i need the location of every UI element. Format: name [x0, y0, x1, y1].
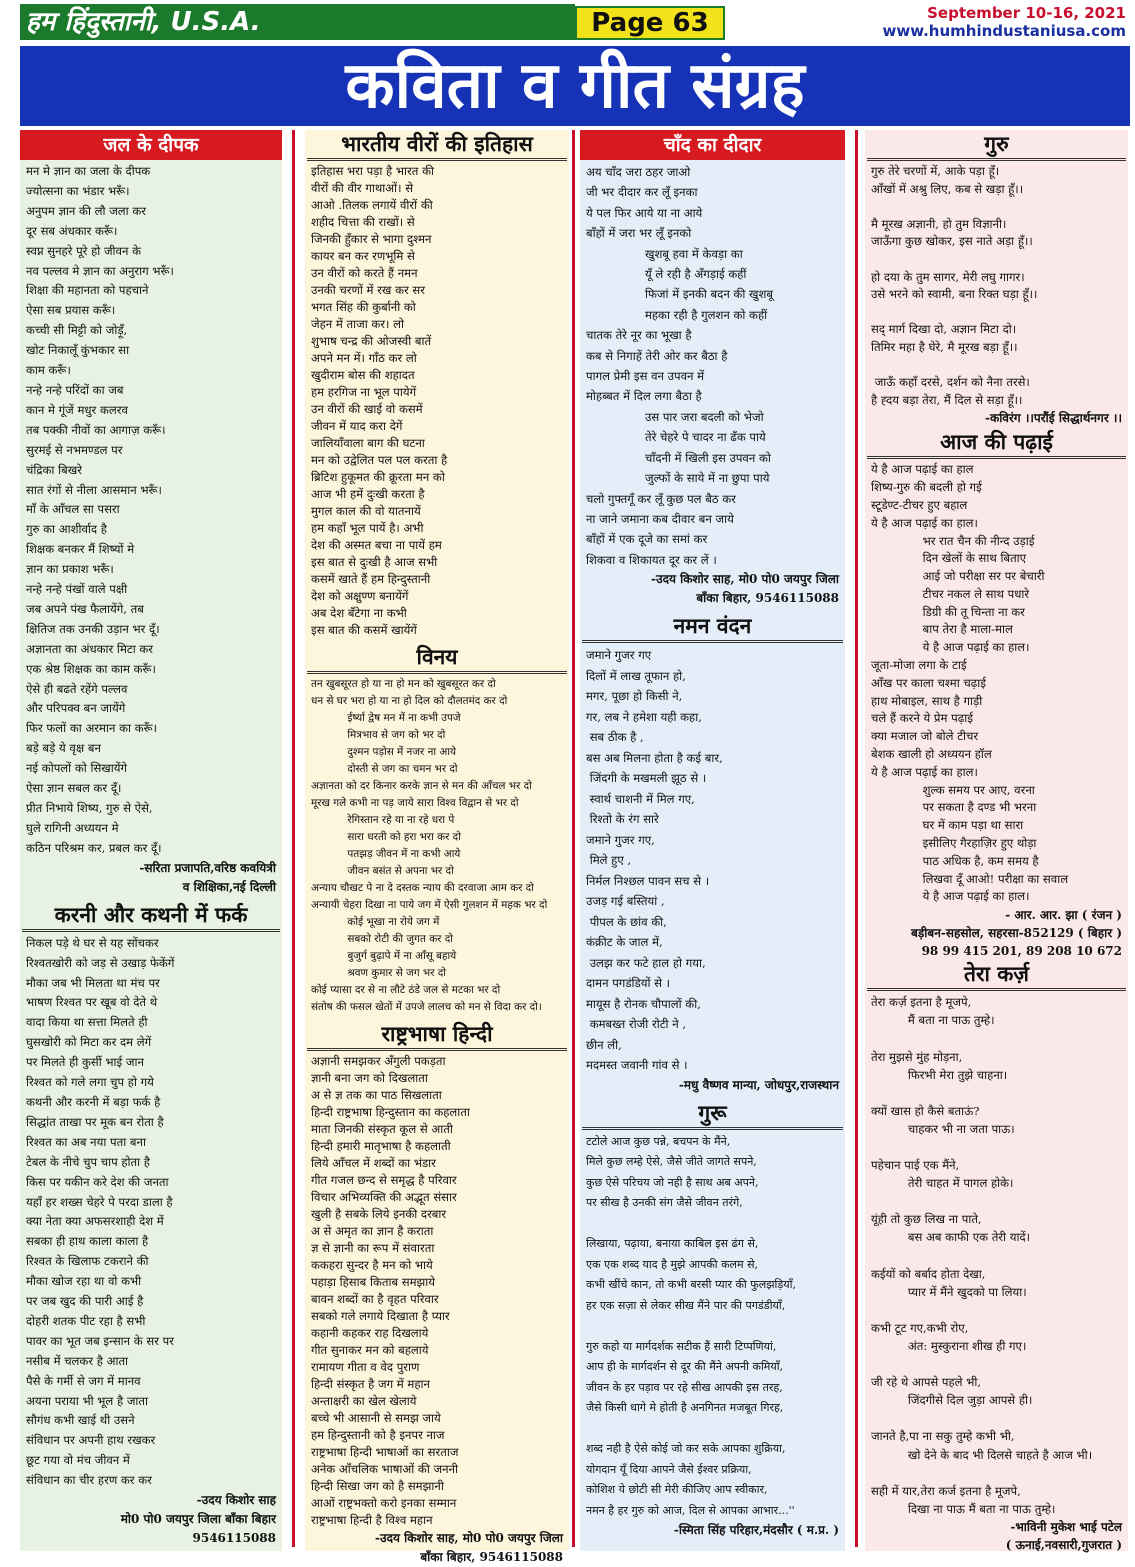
poem-author: -उदय किशोर साह, मो0 पो0 जयपुर जिला बाँका बिहार, 9546115088: [651, 572, 839, 606]
poem-text: जमाने गुजर गए दिलों में लाख तूफान हो, मगर, पूछा हो किसी ने, गर, लब ने हमेशा यही कहा, सब ठीक है , बस अब मिलना होता है कई बार, जिंदगी के मखमली झूठ से । स्वार्थ चाशनी में मिल गए, रिश्तो के रंग सारे जमाने गुजर गए, मिले हुए , निर्मल निश्छल पावन सच से । उजड़ गई बस्तियां , पीपल के छांव की, कंक्रीट के जाल में, उलझ कर फटे हाल हो गया, दामन पगडंडियों से । मायूस है रोनक चौपालों की, कमबख्त रोजी रोटी ने , छीन ली, मदमस्त जवानी गांव से ।: [586, 648, 723, 1073]
poem-title: विनय: [307, 643, 567, 674]
column-1: [20, 130, 282, 1551]
poem-title: तेरा कर्ज़: [867, 960, 1126, 991]
brand-name: हम हिंदुस्तानी, U.S.A.: [20, 4, 575, 40]
poem-text: मन मे ज्ञान का जला के दीपक ज्योत्सना का भंडार भरूँ। अनुपम ज्ञान की लौ जला कर दूर सब अंधकार करूँ। स्वप्न सुनहरे पूरे हो जीवन के नव पल्लव मे ज्ञान का अनुराग भरूँ। शिक्षा की महानता को पहचाने ऐसा सब प्रयास करूँ। कच्ची सी मिट्टी को जोड़ूँ, खोट निकालूँ कुंभकार सा काम करूँ। नन्हे नन्हे परिंदों का जब कान मे गूंजें मधुर कलरव तब पक्की नीवों का आगाज़ करूँ। सुरमई से नभमण्डल पर चंद्रिका बिखरे सात रंगों से नीला आसमान भरूँ। माँ के आँचल सा पसरा गुरु का आशीर्वाद है शिक्षक बनकर मैं शिष्यों मे ज्ञान का प्रकाश भरूँ। नन्हे नन्हे पंखों वाले पक्षी जब अपने पंख फैलायेंगे, तब क्षितिज तक उनकी उड़ान भर दूँ। अज्ञानता का अंधकार मिटा कर एक श्रेष्ठ शिक्षक का काम करूँ। ऐसे ही बढते रहेंगे पल्लव और परिपक्व बन जायेंगे फिर फलों का अरमान का करूँ। बड़े बड़े ये वृक्ष बन नई कोपलों को सिखायेंगे ऐसा ज्ञान सबल कर दूँ। प्रीत निभाये शिष्य, गुरु से ऐसे, घुले रागिनी अध्ययन मे कठिन परिश्रम कर, प्रबल कर दूँ।: [26, 164, 174, 855]
column-2: [305, 130, 569, 1564]
poem-text: अय चाँद जरा ठहर जाओ जी भर दीदार कर लूँ इनका ये पल फिर आये या ना आये बाँहों में जरा भर लूँ इनको खुशबू हवा में केवड़ा का यूँ ले रही है अँगड़ाई कहीं फिजां में इनकी बदन की खुशबू महका रही है गुलशन को कहीं चातक तेरे नूर का भूखा है कब से निगाहें तेरी ओर कर बैठा है पागल प्रेमी इस वन उपवन में मोहब्बत में दिल लगा बैठा है उस पार जरा बदली को भेजो तेरे चेहरे पे चादर ना ढँक पाये चाँदनी में खिली इस उपवन को जुल्फों के साये में ना छुपा पाये चलो गुफ्तगूँ कर लूँ कुछ पल बैठ कर ना जाने जमाना कब दीवार बन जाये बाँहों में एक दूजे का समां कर शिकवा व शिकायत दूर कर लें ।: [586, 165, 774, 567]
poem-title: राष्ट्रभाषा हिन्दी: [307, 1020, 567, 1051]
poem-title: भारतीय वीरों की इतिहास: [307, 130, 567, 161]
poem-author: -स्मिता सिंह परिहार,मंदसौर ( म.प्र. ): [673, 1523, 839, 1538]
poem-author: -कविरंग ।।परौंई सिद्धार्थनगर ।।: [985, 411, 1122, 426]
poem-title: जल के दीपक: [20, 130, 282, 160]
poem-text: ये है आज पढ़ाई का हाल शिष्य-गुरु की बदली हो गई स्टूडेण्ट-टीचर हुए बहाल ये है आज पढ़ाई का हाल। भर रात चैन की नीन्द उड़ाई दिन खेलों के साथ बिताए आई जो परीक्षा सर पर बेचारी टीचर नकल ले साथ पधारे डिग्री की तू चिन्ता ना कर बाप तेरा है माला-माल ये है आज पढ़ाई का हाल। जूता-मोजा लगा के टाई आँख पर काला चश्मा चढ़ाई हाथ मोबाइल, साथ है गाड़ी चले हैं करने ये प्रेम पढ़ाई क्या मजाल जो बोले टीचर बेशक खाली हो अध्ययन हॉल ये है आज पढ़ाई का हाल। शुल्क समय पर आए, वरना पर सकता है दण्ड भी भरना घर में काम पड़ा था सारा इसीलिए गैरहाज़िर हुए थोड़ा पाठ अधिक है, कम समय है लिखवा दूँ आओ! परीक्षा का सवाल ये है आज पढ़ाई का हाल।: [871, 462, 1069, 904]
poem-text: टटोले आज कुछ पन्ने, बचपन के मैंने, मिले कुछ लम्हे ऐसे, जैसे जीते जागते सपने, कुछ ऐसे परिचय जो नही है साथ अब अपने, पर सीख है उनकी संग जैसे जीवन तरंगे, लिखाया, पढ़ाया, बनाया काबिल इस ढंग से, एक एक शब्द याद है मुझे आपकी कलम से, कभी खींचे कान, तो कभी बरसी प्यार की फुलझड़ियाँ, हर एक सज़ा से लेकर सीख मैंने पार की पगडंडीयाँ, गुरु कहो या मार्गदर्शक सटीक हैं सारी टिप्पणियां, आप ही के मार्गदर्शन से दूर की मैंने अपनी कमियाँ, जीवन के हर पड़ाव पर रहे सीख आपकी इस तरह, जैसे किसी धागे मे होती है अनगिनत मजबूत गिरह, शब्द नही है ऐसे कोई जो कर सके आपका शुक्रिया, योगदान यूँ दिया आपने जैसे ईश्वर प्रक्रिया, कोशिश ये छोटी सी मेरी कीजिए आप स्वीकार, नमन है हर गुरु को आज, दिल से आपका आभार...'': [586, 1134, 796, 1517]
website-url[interactable]: www.humhindustaniusa.com: [882, 22, 1126, 40]
column-divider: [855, 130, 858, 1547]
poem-text: तेरा कर्ज़ इतना है मूजपे, मैं बता ना पाऊ तुम्हे। तेरा मुझसे मुंह मोड़ना, फिरभी मेरा तुझे चाहना। क्यों खास हो कैसे बताऊं? चाहकर भी ना जता पाऊ। पहेचान पाई एक मैंने, तेरी चाहत में पागल होके। यूंही तो कुछ लिख ना पाते, बस अब काफी एक तेरी यादें। कईयों को बर्बाद होता देखा, प्यार में मैंने खुदको पा लिया। कभी टूट गए,कभी रोए, अंत: मुस्कुराना शीख ही गए। जी रहे थे आपसे पहले भी, जिंदगीसे दिल जुड़ा आपसे ही। जानते है,पा ना सकु तुम्हे कभी भी, खो देने के बाद भी दिलसे चाहते है आज भी। सही में यार,तेरा कर्ज इतना है मूजपे, दिखा ना पाऊ मैं बता ना पाऊ तुम्हे।: [871, 995, 1093, 1516]
poem-author: - आर. आर. झा ( रंजन ) बड़ीबन-सहसोल, सहरसा-852129 ( बिहार ) 98 99 415 201, 89 208 10 672: [911, 908, 1122, 959]
poem-text: अज्ञानी समझकर अँगुली पकड़ता ज्ञानी बना जग को दिखलाता अ से ज्ञ तक का पाठ सिखलाता हिन्दी राष्ट्रभाषा हिन्दुस्तान का कहलाता माता जिनकी संस्कृत कूल से आती हिन्दी हमारी मातृभाषा है कहलाती लिये आँचल में शब्दों का भंडार गीत गजल छन्द से समृद्ध है परिवार विचार अभिव्यक्ति की अद्भूत संसार खुली है सबके लिये इनकी दरबार अ से अमृत का ज्ञान है कराता ज्ञ से ज्ञानी का रूप में संवारता ककहरा सुन्दर है मन को भाये पहाड़ा हिसाब किताब समझाये बावन शब्दों का है वृहत परिवार सबको गले लगाये दिखाता है प्यार कहानी कहकर राह दिखलाये गीत सुनाकर मन को बहलाये रामायण गीता व वेद पुराण हिन्दी संस्कृत है जग में महान अन्ताक्षरी का खेल खेलाये बच्चे भी आसानी से समझ जाये हम हिन्दुस्तानी को है इनपर नाज राष्ट्रभाषा हिन्दी भाषाओं का सरताज अनेक आँचलिक भाषाओं की जननी हिन्दी सिखा जग को है समझानी आओं राष्ट्रभक्तो करो इनका सम्मान राष्ट्रभाषा हिन्दी है विश्व महान: [311, 1054, 470, 1527]
column-divider: [572, 130, 575, 1547]
masthead: [20, 4, 1130, 42]
poem-title: नमन वंदन: [582, 612, 843, 643]
poem-title: गुरू: [582, 1099, 843, 1130]
issue-date-block: [882, 4, 1126, 40]
poem-author: -भाविनी मुकेश भाई पटेल ( ऊनाई,नवसारी,गुजरात ): [1005, 1519, 1122, 1552]
issue-date: September 10-16, 2021: [927, 4, 1126, 22]
poem-author: -मधु वैष्णव मान्या, जोधपुर,राजस्थान: [678, 1077, 839, 1092]
poem-text: निकल पड़े थे घर से यह सोंचकर रिश्वतखोरी को जड़ से उखाड़ फेकेंगें मौका जब भी मिलता था मंच पर भाषण रिश्वत पर खूब वो देते थे वादा किया था सत्ता मिलते ही घुसखोरी को मिटा कर दम लेगें पर मिलते ही कुर्सी भाई जान रिश्वत को गले लगा चुप हो गये कथनी और करनी में बड़ा फर्क है सिद्धांत ताखा पर मूक बन रोता है रिश्वत का अब नया पता बना टेबल के नीचे चुप चाप होता है किस पर यकीन करे देश की जनता यहाँ हर शख्स चेहरे पे परदा डाला है क्या नेता क्या अफसरशाही देश में सबका ही हाथ काला काला है रिश्वत के खिलाफ टकराने की मौका खोज रहा था वो कभी पर जब खुद की पारी आई है दोहरी शतक पीट रहा है सभी पावर का भूत जब इन्सान के सर पर नसीब में चलकर है आता पैसे के गर्मी से जग में मानव अयना पराया भी भूल है जाता सौगंध कभी खाई थी उसने संविधान पर अपनी हाथ रखकर छूट गया वो मंच जीवन में संविधान का चीर हरण कर कर: [26, 935, 175, 1488]
poem-author: -उदय किशोर साह, मो0 पो0 जयपुर जिला बाँका बिहार, 9546115088: [375, 1531, 563, 1564]
poem-text: तन खुबसूरत हो या ना हो मन को खुबसूरत कर दो धन से घर भरा हो या ना हो दिल को दौलतमंद कर दो ईर्ष्या द्वेष मन में ना कभी उपजे मित्रभाव से जग को भर दो दुश्मन पड़ोस में नजर ना आये दोस्ती से जग का चमन भर दो अज्ञानता को दर किनार करके ज्ञान से मन की आँचल भर दो मूरख गले कभी ना पड़ जाये सारा विश्व विद्वान से भर दो रेगिस्तान रहे या ना रहे धरा पे सारा धरती को हरा भरा कर दो पतझड़ जीवन में ना कभी आये जीवन बसंत से अपना भर दो अन्याय चौखट पे ना दे दस्तक न्याय की दरवाजा आम कर दो अन्यायी चेहरा दिखा ना पाये जग में ऐसी गुलशन में महक भर दो कोई भूखा ना रोये जग में सबको रोटी की जुगत कर दो बुजुर्ग बुढ़ापे में ना आँसू बहाये श्रवण कुमार से जग भर दो कोई प्यासा दर से ना लौटे ठंडे जल से मटका भर दो संतोष की फसल खेतों में उपजे लालच को मन से विदा कर दो।: [311, 678, 548, 1013]
column-divider: [292, 130, 295, 1547]
poem-title: चाँद का दीदार: [580, 130, 845, 160]
poem-text: इतिहास भरा पड़ा है भारत की वीरों की वीर गाथाओं। से आओ .तिलक लगायें वीरों की शहीद चित्ता की राखों। से जिनकी हुँकार से भागा दुश्मन कायर बन कर रणभूमि से उन वीरों को करते हैं नमन उनकी चरणों में रख कर सर भगत सिंह की कुर्बानी को जेहन में ताजा कर। लो शुभाष चन्द्र की ओजस्वी बातें अपने मन में। गाँठ कर लो खुदीराम बोस की शहादत हम हरगिज ना भूल पायेगें उन वीरों की खाई वो कसमें जीवन में याद करा देगें जालियाँवाला बाग की घटना मन को उद्वेलित पल पल करता है ब्रिटिश हुकूमत की क्रूरता मन को आज भी हमें दुःखी करता है मुगल काल की वो यातनायें हम कहाँ भूल पायें है। अभी देश की अस्मत बचा ना पायें हम इस बात से दुःखी है आज सभी कसमें खाते हैं हम हिन्दुस्तानी देश को अक्षुण्ण बनायेंगें अब देश बँटेगा ना कभी इस बात की कसमें खायेंगें: [311, 164, 448, 637]
poem-title: गुरु: [867, 130, 1126, 161]
poem-author: -उदय किशोर साह मो0 पो0 जयपुर जिला बाँका बिहार 9546115088: [120, 1493, 276, 1546]
column-3: [580, 130, 845, 1551]
poem-title: करनी और कथनी में फर्क: [22, 901, 280, 932]
page-number: Page 63: [575, 6, 725, 40]
section-title: कविता व गीत संग्रह: [20, 46, 1130, 126]
poem-text: गुरु तेरे चरणों में, आके पड़ा हूँ। आँखों में अश्रु लिए, कब से खड़ा हूँ।। मै मूरख अज्ञानी, हो तुम विज्ञानी। जाऊँगा कुछ खोकर, इस नाते अड़ा हूँ।। हो दया के तुम सागर, मेरी लघु गागर। उसे भरने को स्वामी, बना रिक्त घड़ा हूँ।। सद् मार्ग दिखा दो, अज्ञान मिटा दो। तिमिर महा है घेरे, मै मूरख बड़ा हूँ।। जाऊँ कहाँ दरसे, दर्शन को नैना तरसे। है ह्दय बड़ा तेरा, मैं दिल से सड़ा हूँ।।: [871, 164, 1038, 407]
poem-author: -सरिता प्रजापति,वरिष्ठ कवयित्री व शिक्षिका,नई दिल्ली: [139, 860, 276, 894]
column-4: [865, 130, 1128, 1551]
poem-title: आज की पढ़ाई: [867, 428, 1126, 459]
